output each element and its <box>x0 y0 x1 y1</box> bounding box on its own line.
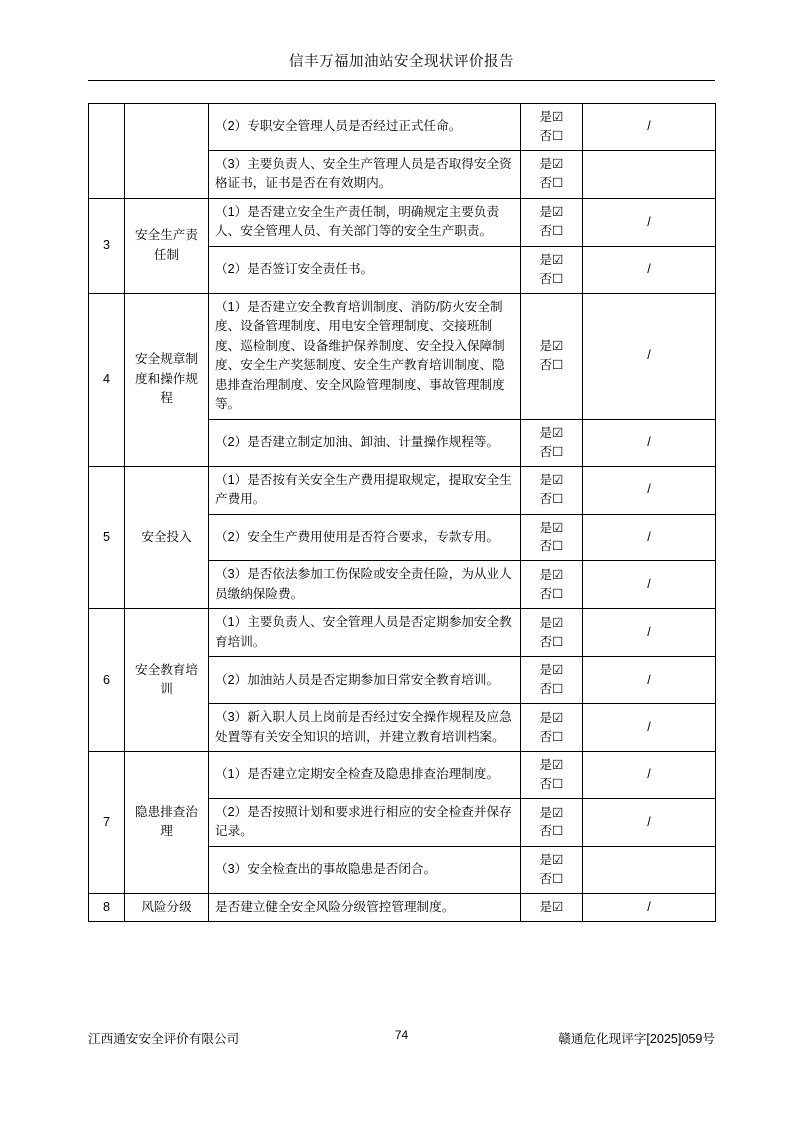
checkbox-yes[interactable]: 是☑ <box>539 425 564 440</box>
checkbox-no[interactable]: 否☐ <box>539 224 564 239</box>
row-item <box>125 104 209 199</box>
row-check[interactable] <box>521 514 583 561</box>
row-note: / <box>583 466 716 514</box>
row-description: （3）主要负责人、安全生产管理人员是否取得安全资格证书，证书是否在有效期内。 <box>209 150 521 198</box>
checkbox-no[interactable]: 否☐ <box>539 729 564 744</box>
row-number: 6 <box>89 609 125 752</box>
inspection-checklist-table <box>88 103 716 922</box>
row-note <box>583 847 716 894</box>
row-item: 安全教育培训 <box>125 609 209 752</box>
row-note: / <box>583 561 716 609</box>
checkbox-no[interactable]: 否☐ <box>539 492 564 507</box>
row-item: 安全投入 <box>125 466 209 609</box>
checkbox-yes[interactable]: 是☑ <box>539 205 564 220</box>
row-description: （1）是否按有关安全生产费用提取规定，提取安全生产费用。 <box>209 466 521 514</box>
table-row <box>89 609 716 657</box>
checkbox-yes[interactable]: 是☑ <box>539 520 564 535</box>
footer-page-number: 74 <box>394 1028 409 1042</box>
checkbox-no[interactable]: 否☐ <box>539 634 564 649</box>
row-check[interactable] <box>521 752 583 799</box>
row-note: / <box>583 198 716 246</box>
footer-company: 江西通安安全评价有限公司 <box>88 1032 240 1046</box>
checkbox-yes[interactable]: 是☑ <box>539 663 564 678</box>
checkbox-yes[interactable]: 是☑ <box>539 615 564 630</box>
checkbox-no[interactable]: 否☐ <box>539 682 564 697</box>
table-row <box>89 293 716 419</box>
checkbox-no[interactable]: 否☐ <box>539 444 564 459</box>
row-check[interactable] <box>521 246 583 293</box>
row-check[interactable] <box>521 198 583 246</box>
row-note <box>583 150 716 198</box>
checkbox-no[interactable]: 否☐ <box>539 358 564 373</box>
row-note: / <box>583 293 716 419</box>
row-description: （1）是否建立安全教育培训制度、消防/防火安全制度、设备管理制度、用电安全管理制度、交接班制度、巡检制度、设备维护保养制度、安全投入保障制度、安全生产奖惩制度、安全生产教育培训制度、隐患排查治理制度、安全风险管理制度、事故管理制度等。 <box>209 293 521 419</box>
checkbox-yes[interactable]: 是☑ <box>539 853 564 867</box>
row-number: 7 <box>89 752 125 894</box>
table-row <box>89 466 716 514</box>
footer-doc-number: 赣通危化现评字[2025]059号 <box>558 1032 715 1046</box>
row-number: 3 <box>89 198 125 293</box>
row-note: / <box>583 798 716 846</box>
page-header: 信丰万福加油站安全现状评价报告 <box>289 54 514 70</box>
row-description: （1）是否建立定期安全检查及隐患排查治理制度。 <box>209 752 521 799</box>
checkbox-yes[interactable]: 是☑ <box>539 758 564 773</box>
row-check[interactable] <box>521 466 583 514</box>
table-row <box>89 104 716 151</box>
row-description: （2）是否签订安全责任书。 <box>209 246 521 293</box>
row-note: / <box>583 704 716 752</box>
checkbox-yes[interactable]: 是☑ <box>539 567 564 582</box>
row-description: （2）是否建立制定加油、卸油、计量操作规程等。 <box>209 419 521 466</box>
checkbox-no[interactable]: 否☐ <box>539 824 564 839</box>
row-item: 隐患排查治理 <box>125 752 209 894</box>
row-description: （2）安全生产费用使用是否符合要求，专款专用。 <box>209 514 521 561</box>
row-number: 4 <box>89 293 125 466</box>
checkbox-yes[interactable]: 是☑ <box>539 805 564 820</box>
checkbox-no[interactable]: 否☐ <box>539 586 564 601</box>
row-note: / <box>583 514 716 561</box>
row-note: / <box>583 752 716 799</box>
row-description: （2）是否按照计划和要求进行相应的安全检查并保存记录。 <box>209 798 521 846</box>
row-description: （3）安全检查出的事故隐患是否闭合。 <box>209 847 521 894</box>
row-check[interactable] <box>521 798 583 846</box>
row-check[interactable] <box>521 704 583 752</box>
row-check[interactable] <box>521 104 583 151</box>
row-note: / <box>583 657 716 704</box>
checkbox-yes[interactable]: 是☑ <box>539 710 564 725</box>
row-note: / <box>583 893 716 922</box>
checkbox-no[interactable]: 否☐ <box>539 128 564 143</box>
checkbox-no[interactable]: 否☐ <box>539 539 564 554</box>
row-description: 是否建立健全安全风险分级管控管理制度。 <box>209 893 521 922</box>
checkbox-yes[interactable]: 是☑ <box>539 473 564 488</box>
checkbox-no[interactable]: 否☐ <box>539 176 564 191</box>
checkbox-yes[interactable]: 是☑ <box>539 110 564 124</box>
row-number: 5 <box>89 466 125 609</box>
checkbox-yes[interactable]: 是☑ <box>539 252 564 267</box>
row-check[interactable] <box>521 561 583 609</box>
checkbox-no[interactable]: 否☐ <box>539 777 564 792</box>
row-description: （1）主要负责人、安全管理人员是否定期参加安全教育培训。 <box>209 609 521 657</box>
header-divider <box>88 80 715 81</box>
table-row <box>89 752 716 799</box>
row-note: / <box>583 419 716 466</box>
table-row <box>89 198 716 246</box>
row-number <box>89 104 125 199</box>
row-item: 风险分级 <box>125 893 209 922</box>
row-note: / <box>583 609 716 657</box>
row-check[interactable] <box>521 847 583 894</box>
checkbox-yes[interactable]: 是☑ <box>539 339 564 354</box>
row-check[interactable] <box>521 419 583 466</box>
checkbox-no[interactable]: 否☐ <box>539 871 564 886</box>
row-description: （2）加油站人员是否定期参加日常安全教育培训。 <box>209 657 521 704</box>
row-description: （3）新入职人员上岗前是否经过安全操作规程及应急处置等有关安全知识的培训，并建立教育培训档案。 <box>209 704 521 752</box>
checkbox-yes[interactable]: 是☑ <box>539 900 564 915</box>
checkbox-no[interactable]: 否☐ <box>539 271 564 286</box>
row-number: 8 <box>89 893 125 922</box>
row-description: （1）是否建立安全生产责任制，明确规定主要负责人、安全管理人员、有关部门等的安全生产职责。 <box>209 198 521 246</box>
row-check[interactable] <box>521 609 583 657</box>
row-item: 安全规章制度和操作规程 <box>125 293 209 466</box>
row-check[interactable] <box>521 657 583 704</box>
row-description: （2）专职安全管理人员是否经过正式任命。 <box>209 104 521 151</box>
row-check[interactable] <box>521 893 583 922</box>
checkbox-yes[interactable]: 是☑ <box>539 157 564 172</box>
row-item: 安全生产责任制 <box>125 198 209 293</box>
row-note: / <box>583 246 716 293</box>
row-description: （3）是否依法参加工伤保险或安全责任险，为从业人员缴纳保险费。 <box>209 561 521 609</box>
row-check[interactable] <box>521 150 583 198</box>
row-check[interactable] <box>521 293 583 419</box>
table-row <box>89 893 716 922</box>
row-note: / <box>583 104 716 151</box>
